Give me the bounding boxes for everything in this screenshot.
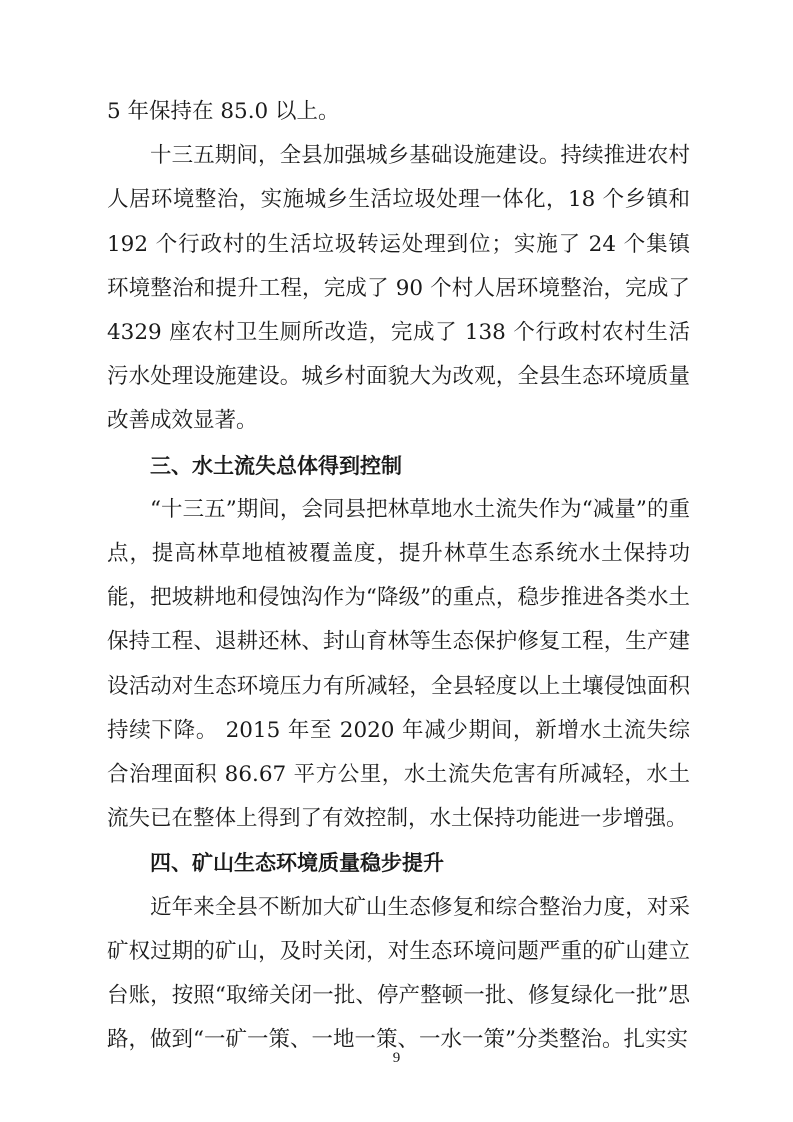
paragraph-soil-erosion: “十三五”期间，会同县把林草地水土流失作为“减量”的重点，提高林草地植被覆盖度，提升林草生态系统水土保持功能，把坡耕地和侵蚀沟作为“降级”的重点，稳步推进各类水土保持工程、退耕还林、封山育林等生态保护修复工程，生产建设活动对生态环境压力有所减轻，全县轻度以上土壤侵蚀面积持续下降。 2015 年至 2020 年减少期间，新增水土流失综合治理面积 86.67 平方公里，水土流失危害有所减轻，水土流失已在整体上得到了有效控制，水土保持功能进一步增强。 <box>107 496 690 832</box>
section-heading-soil-erosion: 三、水土流失总体得到控制 <box>150 453 402 478</box>
section-heading-mining: 四、矿山生态环境质量稳步提升 <box>150 851 444 876</box>
paragraph-mining: 近年来全县不断加大矿山生态修复和综合整治力度，对采矿权过期的矿山，及时关闭，对生态环境问题严重的矿山建立台账，按照“取缔关闭一批、停产整顿一批、修复绿化一批”思路，做到“一矿一策、一地一策、一水一策”分类整治。扎实实 <box>107 894 690 1053</box>
paragraph-continuation: 5 年保持在 85.0 以上。 <box>107 99 340 124</box>
page-number: 9 <box>392 1050 401 1066</box>
paragraph-infrastructure: 十三五期间，全县加强城乡基础设施建设。持续推进农村人居环境整治，实施城乡生活垃圾处理一体化，18 个乡镇和 192 个行政村的生活垃圾转运处理到位；实施了 24 个集镇环境整治和提升工程，完成了 90 个村人居环境整治，完成了 4329 座农村卫生厕所改造，完成了 138 个行政村农村生活污水处理设施建设。城乡村面貌大为改观，全县生态环境质量改善成效显著。 <box>107 143 690 434</box>
document-body <box>107 90 690 1062</box>
